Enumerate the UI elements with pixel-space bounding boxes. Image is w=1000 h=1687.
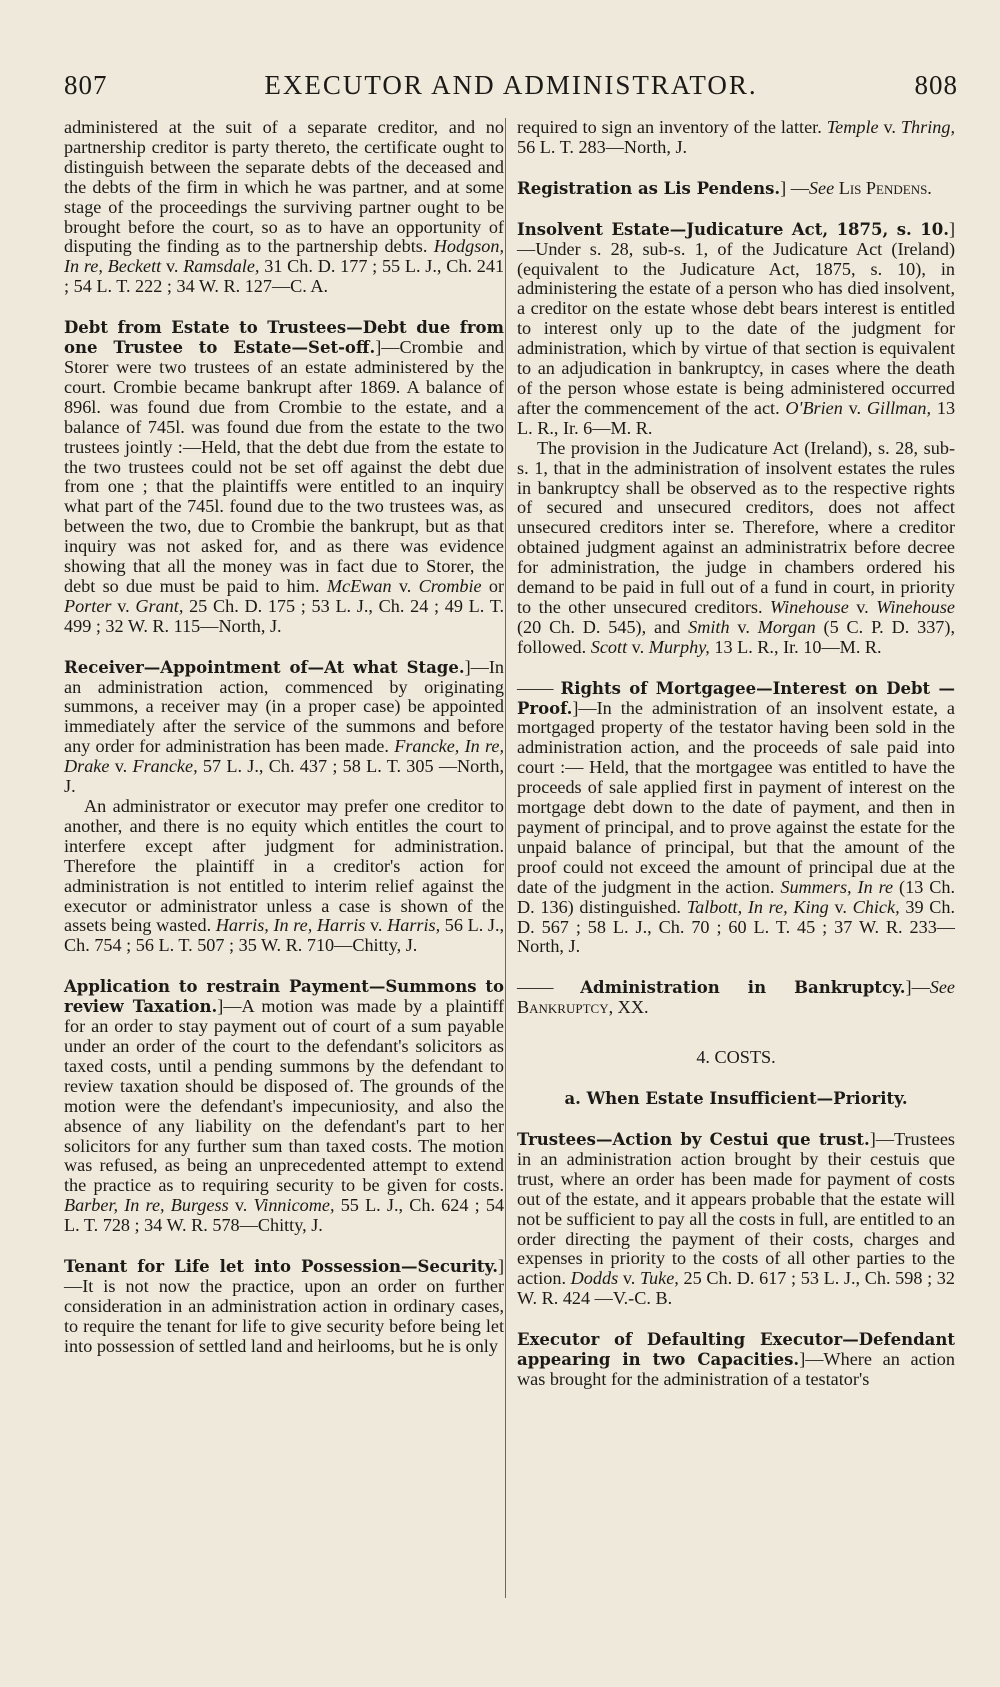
entry-heading: Executor of Defaulting Executor—Defendant appearing in two Capacities. [517, 1330, 955, 1370]
entry-heading: Receiver—Appointment of—At what Stage. [64, 657, 465, 677]
right-column [517, 118, 955, 1390]
entry: Insolvent Estate—Judicature Act, 1875, s. 10.] —Under s. 28, sub-s. 1, of the Judicature Act (Ireland) (equivalent to the Judicature Act, 1875, s. 10), in administering the estate of a person who has died insolvent, a creditor on the estate whose debt bears interest is entitled to interest only up to the date of the judgment for administration, which by virtue of that section is equivalent to an adjudication in bankruptcy, in cases where the death of the person whose estate is being administered occurred after the commencement of the act. O'Brien v. Gillman, 13 L. R., Ir. 6—M. R. [517, 218, 956, 438]
column-divider [505, 118, 506, 1598]
entry: Trustees—Action by Cestui que trust.]—Trustees in an administration action brought by their cestuis que trust, where an order has been made for payment of costs out of the estate, and it appears probable that the estate will not be sufficient to pay all the costs in full, are entitled to an order directing the payment of their costs, charges and expenses in priority to the costs of all other parties to the action. Dodds v. Tuke, 25 Ch. D. 617 ; 53 L. J., Ch. 598 ; 32 W. R. 424 —V.-C. B. [517, 1128, 955, 1309]
entry-heading: Administration in Bankruptcy. [580, 978, 906, 998]
entry: —— Administration in Bankruptcy.]—See Bankruptcy, XX. [517, 977, 956, 1018]
entry: Tenant for Life let into Possession—Security.] —It is not now the practice, upon an order on further consideration in an administration action in ordinary cases, to require the tenant for life to give security before being let into possession of settled land and heirlooms, but he is only [64, 1256, 504, 1356]
page-number-right: 808 [914, 70, 958, 100]
paragraph: administered at the suit of a separate creditor, and no partnership creditor is party thereto, the certificate ought to distinguish between the separate debts of the deceased and the debts of the firm in which he was partner, and at some stage of the proceedings the surviving partner ought to be brought before the court, so as to have an opportunity of disputing the finding as to the partnership debts. Hodgson, In re, Beckett v. Ramsdale, 31 Ch. D. 177 ; 55 L. J., Ch. 241 ; 54 L. T. 222 ; 34 W. R. 127—C. A. [64, 117, 505, 297]
entry-heading: Application to restrain Payment—Summons to review Taxation. [64, 977, 504, 1017]
entry-heading: Insolvent Estate—Judicature Act, 1875, s. 10. [517, 219, 949, 239]
section-heading: 4. COSTS. [696, 1047, 776, 1068]
entry-heading: Debt from Estate to Trustees—Debt due from one Trustee to Estate—Set-off. [64, 318, 504, 358]
paragraph: An administrator or executor may prefer one creditor to another, and there is no equity which entitles the court to interfere except after judgment for administration. Therefore the plaintiff in a creditor's action for administration is not entitled to interim relief against the executor or administrator unless a case is shown of the assets being wasted. Harris, In re, Harris v. Harris, 56 L. J., Ch. 754 ; 56 L. T. 507 ; 35 W. R. 710—Chitty, J. [64, 796, 505, 956]
paragraph: The provision in the Judicature Act (Ireland), s. 28, sub-s. 1, that in the administration of insolvent estates the rules in bankruptcy shall be observed as to the respective rights of secured and unsecured creditors, does not affect unsecured creditors inter se. Therefore, where a creditor obtained judgment against an administratrix before decree for administration, the judge in chambers ordered his demand to be paid in full out of a fund in court, in priority to the other unsecured creditors. Winehouse v. Winehouse (20 Ch. D. 545), and Smith v. Morgan (5 C. P. D. 337), followed. Scott v. Murphy, 13 L. R., Ir. 10—M. R. [517, 437, 956, 657]
entry-heading: Registration as Lis Pendens. [517, 178, 781, 198]
entry: Debt from Estate to Trustees—Debt due from one Trustee to Estate—Set-off.]—Crombie and Storer were two trustees of an estate administered by the court. Crombie became bankrupt after 1869. A balance of 896l. was found due from Crombie to the estate, and a balance of 745l. was found due from the estate to the two trustees jointly :—Held, that the debt due from the estate to the two trustees could not be set off against the debt due from one ; that the plaintiffs were entitled to an inquiry what part of the 745l. found due to the two trustees was, as between the two, due to Crombie the bankrupt, but as that inquiry was not asked for, and as there was evidence showing that all the money was in fact due to Storer, the debt so due must be paid to him. McEwan v. Crombie or Porter v. Grant, 25 Ch. D. 175 ; 53 L. J., Ch. 24 ; 49 L. T. 499 ; 32 W. R. 115—North, J. [64, 318, 505, 636]
entry: Registration as Lis Pendens.] —See Lis Pendens. [517, 177, 932, 198]
entry-heading: Tenant for Life let into Possession—Security. [64, 1257, 498, 1277]
entry: Executor of Defaulting Executor—Defendant appearing in two Capacities.]—Where an action was brought for the administration of a testator's [517, 1330, 955, 1389]
entry: Application to restrain Payment—Summons to review Taxation.]—A motion was made by a plaintiff for an order to stay payment out of court of a sum payable under an order of the court to the defendant's solicitors as taxed costs, until a pending summons by the defendant to review taxation should be disposed of. The grounds of the motion were the defendant's impecuniosity, and also the absence of any liability on the defendant's part to her solicitors for any further sum than taxed costs. The motion was refused, as being an unprecedented attempt to extend the practice as to requiring security to be given for costs. Barber, In re, Burgess v. Vinnicome, 55 L. J., Ch. 624 ; 54 L. T. 728 ; 34 W. R. 578—Chitty, J. [64, 977, 505, 1236]
running-title: EXECUTOR AND ADMINISTRATOR. [264, 70, 758, 100]
entry-heading: Rights of Mortgagee—Interest on Debt —Proof. [517, 678, 956, 718]
entry-heading: Trustees—Action by Cestui que trust. [517, 1129, 870, 1149]
left-column [64, 118, 504, 1357]
running-header [64, 70, 958, 112]
page-number-left: 807 [64, 70, 108, 100]
entry: Receiver—Appointment of—At what Stage.]—In an administration action, commenced by originating summons, a receiver may (in a proper case) be appointed immediately after the service of the summons and before any order for administration has been made. Francke, In re, Drake v. Francke, 57 L. J., Ch. 437 ; 58 L. T. 305 —North, J. [64, 656, 505, 797]
paragraph: required to sign an inventory of the latter. Temple v. Thring, 56 L. T. 283—North, J. [517, 117, 955, 157]
subsection-heading: a. When Estate Insufficient—Priority. [564, 1089, 908, 1109]
entry: —— Rights of Mortgagee—Interest on Debt —Proof.]—In the administration of an insolvent estate, a mortgaged property of the testator having been sold in the administration action, and the proceeds of sale paid into court :— Held, that the mortgagee was entitled to have the proceeds of sale applied first in payment of interest on the mortgage debt down to the date of payment, and then in payment of principal, and to prove against the estate for the unpaid balance of principal, but that the amount of the proof could not exceed the amount of principal due at the date of the judgment in the action. Summers, In re (13 Ch. D. 136) distinguished. Talbott, In re, King v. Chick, 39 Ch. D. 567 ; 58 L. J., Ch. 70 ; 60 L. T. 45 ; 37 W. R. 233—North, J. [517, 677, 956, 957]
